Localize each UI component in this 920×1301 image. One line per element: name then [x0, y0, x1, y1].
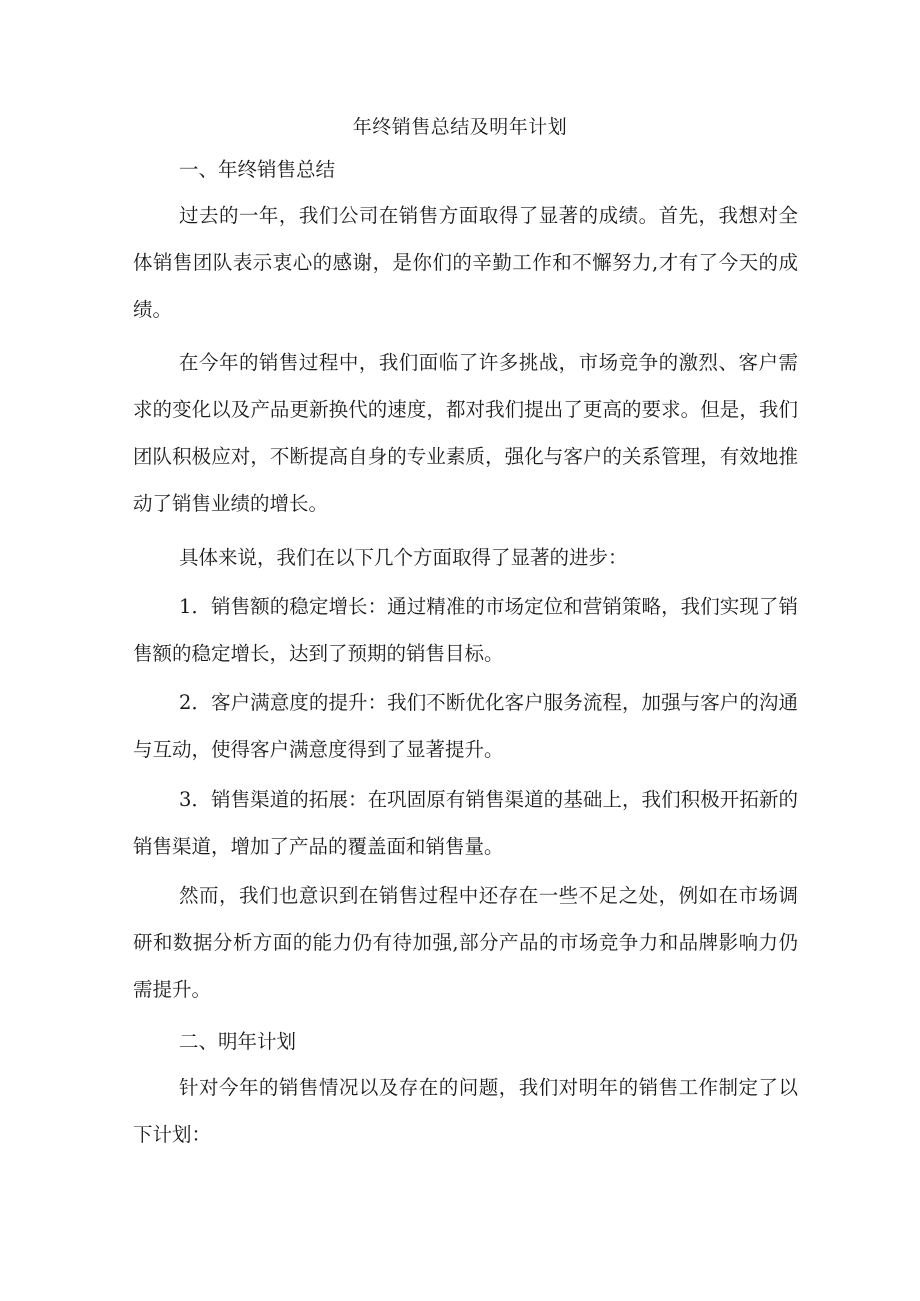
list-item-channel-expansion: 3．销售渠道的拓展：在巩固原有销售渠道的基础上，我们积极开拓新的销售渠道，增加了产品的覆盖面和销售量。	[133, 788, 798, 858]
paragraph-intro: 过去的一年，我们公司在销售方面取得了显著的成绩。首先，我想对全体销售团队表示衷心的感谢，是你们的辛勤工作和不懈努力,才有了今天的成绩。	[133, 204, 798, 321]
section-heading-plan: 二、明年计划	[179, 1030, 297, 1053]
list-item-customer-satisfaction: 2．客户满意度的提升：我们不断优化客户服务流程，加强与客户的沟通与互动，使得客户满意度得到了显著提升。	[133, 691, 798, 761]
paragraph-progress-intro: 具体来说，我们在以下几个方面取得了显著的进步：	[179, 546, 628, 569]
paragraph-challenges: 在今年的销售过程中，我们面临了许多挑战，市场竞争的激烈、客户需求的变化以及产品更新换代的速度，都对我们提出了更高的要求。但是，我们团队积极应对，不断提高自身的专业素质，强化与客户的关系管理，有效地推动了销售业绩的增长。	[133, 351, 798, 515]
document-title: 年终销售总结及明年计划	[352, 116, 568, 138]
paragraph-plan-intro: 针对今年的销售情况以及存在的问题，我们对明年的销售工作制定了以下计划：	[133, 1076, 798, 1146]
section-heading-summary: 一、年终销售总结	[179, 158, 336, 181]
list-item-sales-growth: 1．销售额的稳定增长：通过精准的市场定位和营销策略，我们实现了销售额的稳定增长，达到了预期的销售目标。	[133, 595, 798, 665]
paragraph-shortcomings: 然而，我们也意识到在销售过程中还存在一些不足之处，例如在市场调研和数据分析方面的能力仍有待加强,部分产品的市场竞争力和品牌影响力仍需提升。	[133, 884, 798, 1001]
